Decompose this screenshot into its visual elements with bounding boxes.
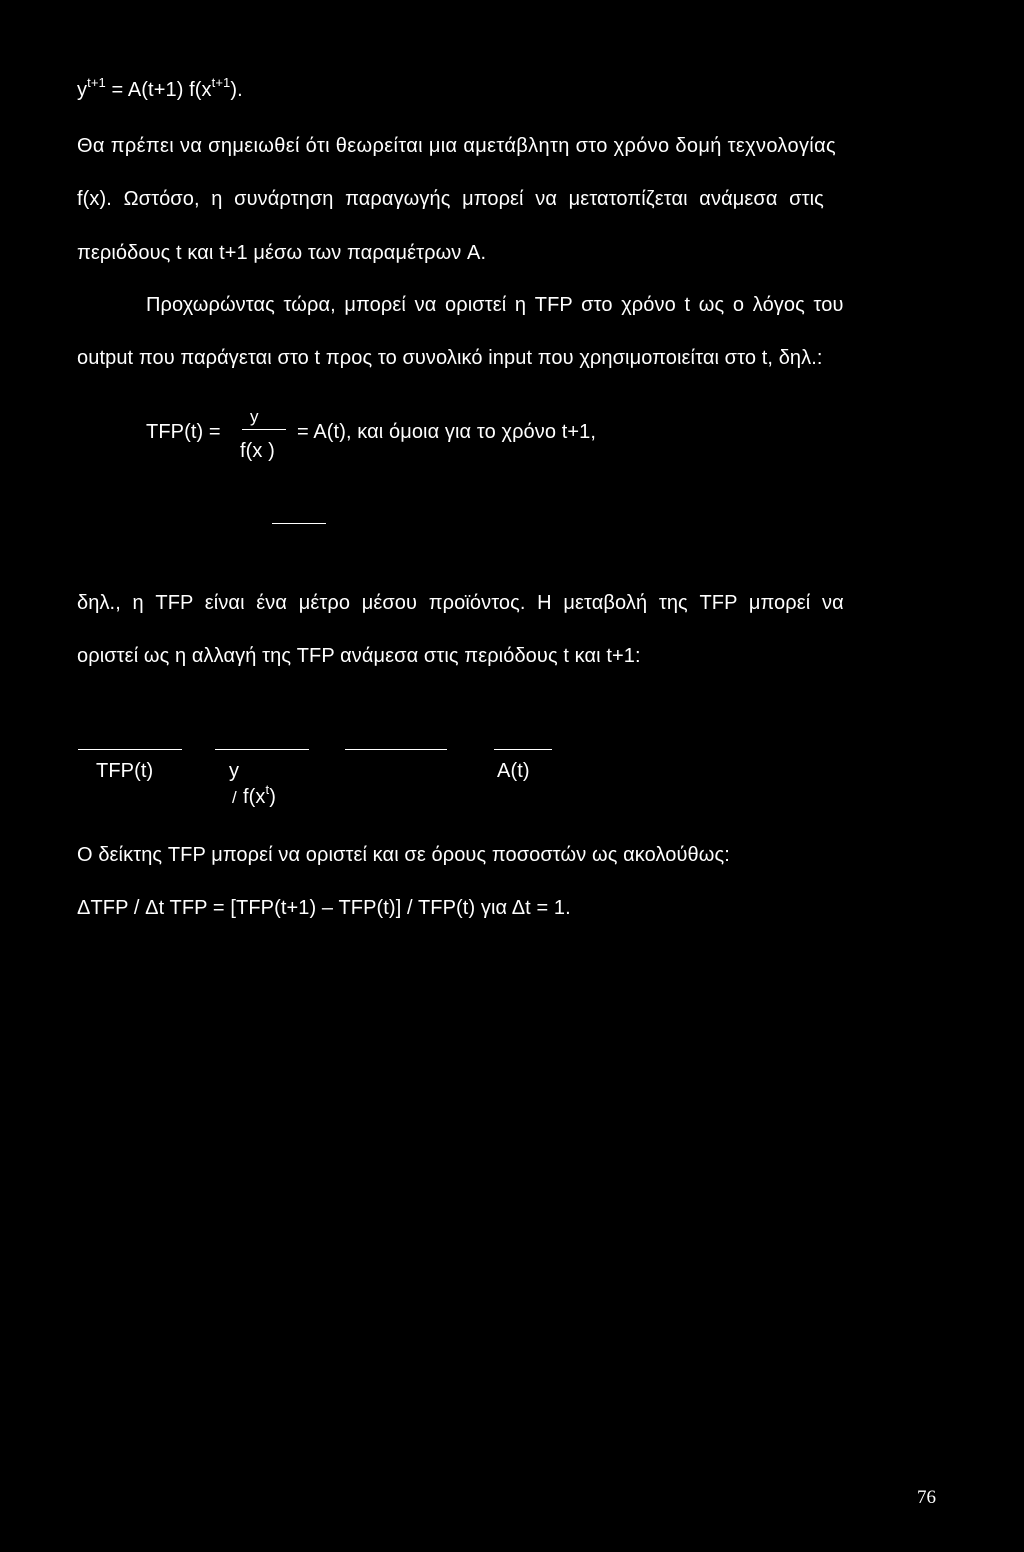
separator-dash	[272, 523, 326, 524]
eq2-fx-base: f(x	[243, 786, 266, 808]
eq2-rule-2	[215, 749, 309, 750]
eq2-y: y	[229, 760, 240, 782]
eq-end: ).	[230, 79, 243, 101]
eq1-rhs: = A(t), και όμοια για το χρόνο t+1,	[297, 421, 597, 443]
eq2-slash: /	[232, 788, 237, 807]
equation-y-t1	[77, 75, 243, 104]
eq1-lhs: TFP(t) =	[146, 421, 221, 443]
eq2-fx-sup: t	[265, 782, 270, 797]
para2-line2: output που παράγεται στο t προς το συνολικό input που χρησιμοποιείται στο t, δηλ.:	[77, 347, 823, 369]
eq2-at: A(t)	[497, 760, 530, 782]
para3-line1: δηλ., η TFP είναι ένα μέτρο μέσου προϊόντος. Η μεταβολή της TFP μπορεί να	[77, 592, 844, 614]
para1-line2: f(x). Ωστόσο, η συνάρτηση παραγωγής μπορεί να μετατοπίζεται ανάμεσα στις	[77, 188, 824, 210]
para2-line1: Προχωρώντας τώρα, μπορεί να οριστεί η TFP στο χρόνο t ως ο λόγος του	[146, 294, 844, 316]
para4-line2: ΔTFP / Δt TFP = [TFP(t+1) – TFP(t)] / TFP(t) για Δt = 1.	[77, 897, 571, 919]
eq-y-sup: t+1	[87, 75, 106, 90]
eq2-rule-1	[78, 749, 182, 750]
page-number: 76	[917, 1487, 936, 1508]
eq1-numerator: y	[250, 407, 259, 426]
para1-line1: Θα πρέπει να σημειωθεί ότι θεωρείται μια αμετάβλητη στο χρόνο δομή τεχνολογίας	[77, 135, 836, 157]
eq1-fraction-bar	[242, 429, 286, 430]
eq2-rule-4	[494, 749, 552, 750]
eq-y: y	[77, 79, 88, 101]
eq2-rule-3	[345, 749, 447, 750]
eq1-denominator: f(x )	[240, 440, 275, 462]
eq2-fx	[243, 782, 277, 811]
eq-x-sup: t+1	[211, 75, 231, 90]
para1-line3: περιόδους t και t+1 μέσω των παραμέτρων A.	[77, 242, 487, 264]
para4-line1: Ο δείκτης TFP μπορεί να οριστεί και σε όρους ποσοστών ως ακολούθως:	[77, 844, 730, 866]
eq2-fx-end: )	[269, 786, 277, 808]
para3-line2: οριστεί ως η αλλαγή της TFP ανάμεσα στις περιόδους t και t+1:	[77, 645, 641, 667]
eq2-tfp: TFP(t)	[96, 760, 154, 782]
eq-mid: = A(t+1) f(x	[105, 79, 212, 101]
